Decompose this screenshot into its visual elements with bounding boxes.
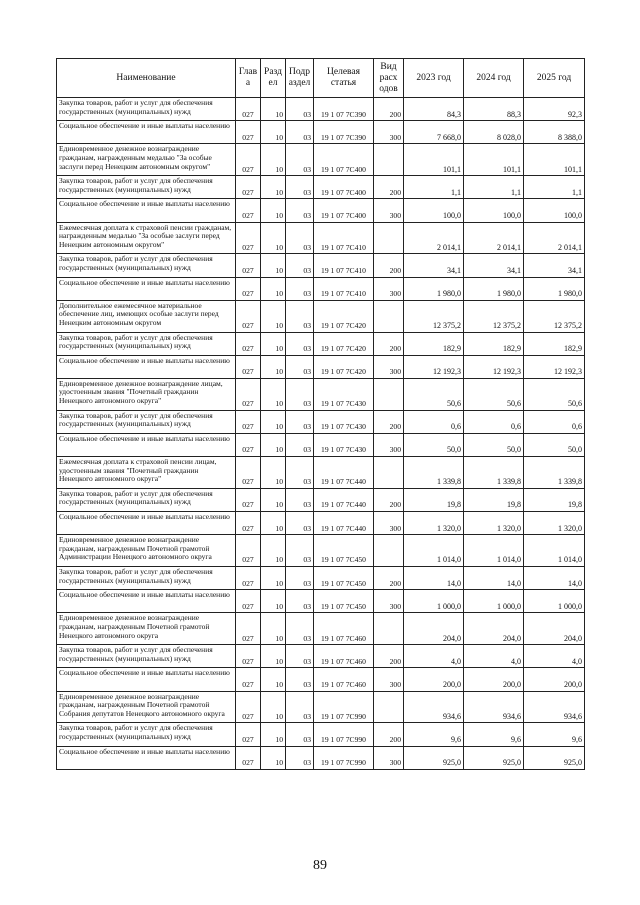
row-statya: 19 1 07 7С990 bbox=[314, 723, 374, 746]
row-name: Закупка товаров, работ и услуг для обеспечения государственных (муниципальных) нужд bbox=[57, 254, 236, 277]
row-2025: 934,6 bbox=[524, 691, 585, 723]
row-vid: 300 bbox=[374, 121, 404, 144]
row-glava: 027 bbox=[236, 410, 261, 433]
row-name: Закупка товаров, работ и услуг для обеспечения государственных (муниципальных) нужд bbox=[57, 176, 236, 199]
row-razdel: 10 bbox=[261, 691, 286, 723]
row-2024: 1 014,0 bbox=[464, 535, 524, 567]
row-razdel: 10 bbox=[261, 355, 286, 378]
row-statya: 19 1 07 7С400 bbox=[314, 199, 374, 222]
row-2024: 34,1 bbox=[464, 254, 524, 277]
row-2023: 200,0 bbox=[404, 668, 464, 691]
row-2025: 9,6 bbox=[524, 723, 585, 746]
row-2025: 19,8 bbox=[524, 488, 585, 511]
row-2024: 9,6 bbox=[464, 723, 524, 746]
row-2025: 50,0 bbox=[524, 433, 585, 456]
row-podrazdel: 03 bbox=[286, 98, 314, 121]
row-2025: 1 980,0 bbox=[524, 277, 585, 300]
row-statya: 19 1 07 7С400 bbox=[314, 176, 374, 199]
row-razdel: 10 bbox=[261, 222, 286, 254]
row-statya: 19 1 07 7С390 bbox=[314, 98, 374, 121]
table-row bbox=[57, 613, 585, 645]
row-glava: 027 bbox=[236, 121, 261, 144]
table-row bbox=[57, 535, 585, 567]
row-name: Ежемесячная доплата к страховой пенсии гражданам, награжденным медалью "За особые заслуги перед Ненецким автономным округом" bbox=[57, 222, 236, 254]
header-podrazdel: Подр аздел bbox=[286, 59, 314, 98]
row-glava: 027 bbox=[236, 746, 261, 769]
table-row bbox=[57, 277, 585, 300]
row-name: Дополнительное ежемесячное материальное обеспечение лиц, имеющих особые заслуги перед Ненецким автономным округом bbox=[57, 300, 236, 332]
row-2023: 934,6 bbox=[404, 691, 464, 723]
row-podrazdel: 03 bbox=[286, 723, 314, 746]
table-row bbox=[57, 645, 585, 668]
row-2025: 200,0 bbox=[524, 668, 585, 691]
row-razdel: 10 bbox=[261, 144, 286, 176]
row-2025: 100,0 bbox=[524, 199, 585, 222]
row-razdel: 10 bbox=[261, 645, 286, 668]
row-statya: 19 1 07 7С430 bbox=[314, 410, 374, 433]
row-glava: 027 bbox=[236, 254, 261, 277]
row-razdel: 10 bbox=[261, 277, 286, 300]
row-2024: 100,0 bbox=[464, 199, 524, 222]
row-glava: 027 bbox=[236, 300, 261, 332]
row-2024: 88,3 bbox=[464, 98, 524, 121]
row-glava: 027 bbox=[236, 199, 261, 222]
row-podrazdel: 03 bbox=[286, 222, 314, 254]
row-podrazdel: 03 bbox=[286, 567, 314, 590]
header-vid: Вид расх одов bbox=[374, 59, 404, 98]
row-razdel: 10 bbox=[261, 199, 286, 222]
row-2024: 101,1 bbox=[464, 144, 524, 176]
row-name: Закупка товаров, работ и услуг для обеспечения государственных (муниципальных) нужд bbox=[57, 488, 236, 511]
row-name: Социальное обеспечение и иные выплаты населению bbox=[57, 590, 236, 613]
row-2025: 12 375,2 bbox=[524, 300, 585, 332]
row-podrazdel: 03 bbox=[286, 378, 314, 410]
row-glava: 027 bbox=[236, 723, 261, 746]
table-row bbox=[57, 433, 585, 456]
row-razdel: 10 bbox=[261, 410, 286, 433]
table-row bbox=[57, 410, 585, 433]
row-statya: 19 1 07 7С460 bbox=[314, 668, 374, 691]
row-2025: 1 339,8 bbox=[524, 457, 585, 489]
row-2024: 8 028,0 bbox=[464, 121, 524, 144]
row-podrazdel: 03 bbox=[286, 144, 314, 176]
row-2024: 1 320,0 bbox=[464, 512, 524, 535]
table-row bbox=[57, 746, 585, 769]
row-2025: 50,6 bbox=[524, 378, 585, 410]
row-name: Социальное обеспечение и иные выплаты населению bbox=[57, 512, 236, 535]
row-podrazdel: 03 bbox=[286, 590, 314, 613]
table-row bbox=[57, 512, 585, 535]
row-razdel: 10 bbox=[261, 567, 286, 590]
row-name: Социальное обеспечение и иные выплаты населению bbox=[57, 121, 236, 144]
row-2023: 1 014,0 bbox=[404, 535, 464, 567]
row-statya: 19 1 07 7С390 bbox=[314, 121, 374, 144]
row-glava: 027 bbox=[236, 590, 261, 613]
row-name: Закупка товаров, работ и услуг для обеспечения государственных (муниципальных) нужд bbox=[57, 645, 236, 668]
row-2024: 200,0 bbox=[464, 668, 524, 691]
row-podrazdel: 03 bbox=[286, 176, 314, 199]
row-podrazdel: 03 bbox=[286, 512, 314, 535]
row-2023: 1 980,0 bbox=[404, 277, 464, 300]
row-vid bbox=[374, 613, 404, 645]
row-statya: 19 1 07 7С440 bbox=[314, 512, 374, 535]
row-razdel: 10 bbox=[261, 535, 286, 567]
row-name: Закупка товаров, работ и услуг для обеспечения государственных (муниципальных) нужд bbox=[57, 98, 236, 121]
row-razdel: 10 bbox=[261, 98, 286, 121]
row-name: Единовременное денежное вознаграждение гражданам, награжденным медалью "За особые заслуги перед Ненецким автономным округом" bbox=[57, 144, 236, 176]
table-row bbox=[57, 332, 585, 355]
row-podrazdel: 03 bbox=[286, 668, 314, 691]
row-statya: 19 1 07 7С420 bbox=[314, 332, 374, 355]
row-podrazdel: 03 bbox=[286, 410, 314, 433]
table-row bbox=[57, 355, 585, 378]
row-statya: 19 1 07 7С990 bbox=[314, 691, 374, 723]
row-2024: 204,0 bbox=[464, 613, 524, 645]
row-podrazdel: 03 bbox=[286, 332, 314, 355]
row-razdel: 10 bbox=[261, 613, 286, 645]
row-glava: 027 bbox=[236, 645, 261, 668]
row-statya: 19 1 07 7С400 bbox=[314, 144, 374, 176]
row-vid: 300 bbox=[374, 512, 404, 535]
row-2024: 2 014,1 bbox=[464, 222, 524, 254]
row-glava: 027 bbox=[236, 613, 261, 645]
row-statya: 19 1 07 7С430 bbox=[314, 433, 374, 456]
row-2024: 4,0 bbox=[464, 645, 524, 668]
table-row bbox=[57, 199, 585, 222]
row-2023: 0,6 bbox=[404, 410, 464, 433]
row-name: Социальное обеспечение и иные выплаты населению bbox=[57, 433, 236, 456]
page-number: 89 bbox=[313, 858, 327, 873]
header-2025: 2025 год bbox=[524, 59, 585, 98]
table-row bbox=[57, 222, 585, 254]
row-2024: 925,0 bbox=[464, 746, 524, 769]
row-2025: 14,0 bbox=[524, 567, 585, 590]
row-vid: 200 bbox=[374, 332, 404, 355]
row-podrazdel: 03 bbox=[286, 457, 314, 489]
row-statya: 19 1 07 7С420 bbox=[314, 300, 374, 332]
row-glava: 027 bbox=[236, 277, 261, 300]
row-vid: 300 bbox=[374, 746, 404, 769]
row-podrazdel: 03 bbox=[286, 277, 314, 300]
row-name: Закупка товаров, работ и услуг для обеспечения государственных (муниципальных) нужд bbox=[57, 567, 236, 590]
table-row bbox=[57, 378, 585, 410]
table-row bbox=[57, 176, 585, 199]
row-2023: 50,6 bbox=[404, 378, 464, 410]
row-vid: 300 bbox=[374, 668, 404, 691]
row-2023: 2 014,1 bbox=[404, 222, 464, 254]
row-2023: 204,0 bbox=[404, 613, 464, 645]
row-name: Единовременное денежное вознаграждение гражданам, награжденным Почетной грамотой Администрации Ненецкого автономного округа bbox=[57, 535, 236, 567]
row-2025: 1 014,0 bbox=[524, 535, 585, 567]
row-glava: 027 bbox=[236, 355, 261, 378]
row-glava: 027 bbox=[236, 433, 261, 456]
row-vid: 300 bbox=[374, 199, 404, 222]
row-razdel: 10 bbox=[261, 433, 286, 456]
row-2024: 12 375,2 bbox=[464, 300, 524, 332]
row-podrazdel: 03 bbox=[286, 613, 314, 645]
row-glava: 027 bbox=[236, 512, 261, 535]
row-vid bbox=[374, 222, 404, 254]
header-glava: Глав а bbox=[236, 59, 261, 98]
row-razdel: 10 bbox=[261, 668, 286, 691]
row-podrazdel: 03 bbox=[286, 691, 314, 723]
row-statya: 19 1 07 7С430 bbox=[314, 378, 374, 410]
row-statya: 19 1 07 7С460 bbox=[314, 613, 374, 645]
row-statya: 19 1 07 7С410 bbox=[314, 222, 374, 254]
row-2025: 0,6 bbox=[524, 410, 585, 433]
row-2023: 4,0 bbox=[404, 645, 464, 668]
row-razdel: 10 bbox=[261, 590, 286, 613]
row-glava: 027 bbox=[236, 332, 261, 355]
row-vid bbox=[374, 378, 404, 410]
row-2023: 12 375,2 bbox=[404, 300, 464, 332]
row-glava: 027 bbox=[236, 222, 261, 254]
row-vid: 300 bbox=[374, 433, 404, 456]
row-2024: 12 192,3 bbox=[464, 355, 524, 378]
row-razdel: 10 bbox=[261, 176, 286, 199]
row-2023: 925,0 bbox=[404, 746, 464, 769]
row-statya: 19 1 07 7С990 bbox=[314, 746, 374, 769]
header-name: Наименование bbox=[57, 59, 236, 98]
row-2023: 12 192,3 bbox=[404, 355, 464, 378]
row-glava: 027 bbox=[236, 567, 261, 590]
row-glava: 027 bbox=[236, 691, 261, 723]
row-name: Ежемесячная доплата к страховой пенсии лицам, удостоенным звания "Почетный гражданин Ненецкого автономного округа" bbox=[57, 457, 236, 489]
row-glava: 027 bbox=[236, 535, 261, 567]
row-2024: 1,1 bbox=[464, 176, 524, 199]
row-2025: 1,1 bbox=[524, 176, 585, 199]
row-2023: 1,1 bbox=[404, 176, 464, 199]
row-vid: 200 bbox=[374, 645, 404, 668]
row-name: Закупка товаров, работ и услуг для обеспечения государственных (муниципальных) нужд bbox=[57, 723, 236, 746]
row-name: Социальное обеспечение и иные выплаты населению bbox=[57, 668, 236, 691]
row-podrazdel: 03 bbox=[286, 254, 314, 277]
row-glava: 027 bbox=[236, 378, 261, 410]
row-2025: 1 000,0 bbox=[524, 590, 585, 613]
row-2024: 0,6 bbox=[464, 410, 524, 433]
row-glava: 027 bbox=[236, 176, 261, 199]
table-row bbox=[57, 567, 585, 590]
row-2023: 34,1 bbox=[404, 254, 464, 277]
row-2023: 14,0 bbox=[404, 567, 464, 590]
row-vid: 200 bbox=[374, 488, 404, 511]
row-vid: 300 bbox=[374, 590, 404, 613]
row-2024: 50,6 bbox=[464, 378, 524, 410]
row-2025: 92,3 bbox=[524, 98, 585, 121]
row-statya: 19 1 07 7С410 bbox=[314, 254, 374, 277]
row-2024: 1 339,8 bbox=[464, 457, 524, 489]
row-glava: 027 bbox=[236, 144, 261, 176]
table-row bbox=[57, 668, 585, 691]
row-statya: 19 1 07 7С410 bbox=[314, 277, 374, 300]
row-podrazdel: 03 bbox=[286, 300, 314, 332]
table-body bbox=[57, 98, 585, 770]
row-razdel: 10 bbox=[261, 254, 286, 277]
row-2024: 1 980,0 bbox=[464, 277, 524, 300]
row-name: Единовременное денежное вознаграждение гражданам, награжденным Почетной грамотой Собрания депутатов Ненецкого автономного округа bbox=[57, 691, 236, 723]
row-statya: 19 1 07 7С450 bbox=[314, 567, 374, 590]
row-podrazdel: 03 bbox=[286, 121, 314, 144]
row-podrazdel: 03 bbox=[286, 746, 314, 769]
header-2023: 2023 год bbox=[404, 59, 464, 98]
row-2025: 182,9 bbox=[524, 332, 585, 355]
row-2023: 19,8 bbox=[404, 488, 464, 511]
row-2025: 101,1 bbox=[524, 144, 585, 176]
row-razdel: 10 bbox=[261, 488, 286, 511]
row-podrazdel: 03 bbox=[286, 355, 314, 378]
row-vid bbox=[374, 457, 404, 489]
row-glava: 027 bbox=[236, 668, 261, 691]
row-name: Закупка товаров, работ и услуг для обеспечения государственных (муниципальных) нужд bbox=[57, 332, 236, 355]
budget-table bbox=[56, 58, 585, 770]
row-2023: 182,9 bbox=[404, 332, 464, 355]
row-vid: 200 bbox=[374, 723, 404, 746]
row-2025: 1 320,0 bbox=[524, 512, 585, 535]
table-row bbox=[57, 254, 585, 277]
table-row bbox=[57, 723, 585, 746]
row-podrazdel: 03 bbox=[286, 488, 314, 511]
row-glava: 027 bbox=[236, 488, 261, 511]
row-2023: 9,6 bbox=[404, 723, 464, 746]
row-razdel: 10 bbox=[261, 300, 286, 332]
table-row bbox=[57, 590, 585, 613]
row-statya: 19 1 07 7С460 bbox=[314, 645, 374, 668]
table-header-row bbox=[57, 59, 585, 98]
row-2023: 50,0 bbox=[404, 433, 464, 456]
row-2025: 2 014,1 bbox=[524, 222, 585, 254]
row-vid: 200 bbox=[374, 410, 404, 433]
row-vid bbox=[374, 144, 404, 176]
row-vid: 300 bbox=[374, 277, 404, 300]
row-name: Единовременное денежное вознаграждение гражданам, награжденным Почетной грамотой Ненецкого автономного округа bbox=[57, 613, 236, 645]
row-2023: 1 000,0 bbox=[404, 590, 464, 613]
table-row bbox=[57, 121, 585, 144]
row-2023: 100,0 bbox=[404, 199, 464, 222]
row-name: Социальное обеспечение и иные выплаты населению bbox=[57, 746, 236, 769]
row-statya: 19 1 07 7С420 bbox=[314, 355, 374, 378]
row-statya: 19 1 07 7С440 bbox=[314, 457, 374, 489]
row-vid: 200 bbox=[374, 98, 404, 121]
row-2025: 925,0 bbox=[524, 746, 585, 769]
row-glava: 027 bbox=[236, 457, 261, 489]
table-row bbox=[57, 488, 585, 511]
row-vid bbox=[374, 691, 404, 723]
row-podrazdel: 03 bbox=[286, 433, 314, 456]
row-statya: 19 1 07 7С450 bbox=[314, 590, 374, 613]
row-vid: 200 bbox=[374, 254, 404, 277]
table-row bbox=[57, 691, 585, 723]
row-name: Единовременное денежное вознаграждение лицам, удостоенным звания "Почетный гражданин Ненецкого автономного округа" bbox=[57, 378, 236, 410]
header-statya: Целевая статья bbox=[314, 59, 374, 98]
row-vid bbox=[374, 300, 404, 332]
row-razdel: 10 bbox=[261, 512, 286, 535]
row-2024: 19,8 bbox=[464, 488, 524, 511]
table-row bbox=[57, 144, 585, 176]
row-2024: 50,0 bbox=[464, 433, 524, 456]
row-razdel: 10 bbox=[261, 723, 286, 746]
row-podrazdel: 03 bbox=[286, 645, 314, 668]
row-name: Социальное обеспечение и иные выплаты населению bbox=[57, 199, 236, 222]
row-razdel: 10 bbox=[261, 378, 286, 410]
row-2024: 182,9 bbox=[464, 332, 524, 355]
row-razdel: 10 bbox=[261, 746, 286, 769]
row-2025: 8 388,0 bbox=[524, 121, 585, 144]
row-2023: 7 668,0 bbox=[404, 121, 464, 144]
row-2023: 1 320,0 bbox=[404, 512, 464, 535]
row-2024: 14,0 bbox=[464, 567, 524, 590]
row-2025: 12 192,3 bbox=[524, 355, 585, 378]
row-2025: 4,0 bbox=[524, 645, 585, 668]
row-2023: 1 339,8 bbox=[404, 457, 464, 489]
table-row bbox=[57, 98, 585, 121]
row-statya: 19 1 07 7С440 bbox=[314, 488, 374, 511]
row-razdel: 10 bbox=[261, 332, 286, 355]
header-razdel: Разд ел bbox=[261, 59, 286, 98]
table-row bbox=[57, 300, 585, 332]
row-vid: 200 bbox=[374, 567, 404, 590]
row-2023: 84,3 bbox=[404, 98, 464, 121]
row-2024: 1 000,0 bbox=[464, 590, 524, 613]
table-row bbox=[57, 457, 585, 489]
row-statya: 19 1 07 7С450 bbox=[314, 535, 374, 567]
row-vid: 200 bbox=[374, 176, 404, 199]
row-name: Закупка товаров, работ и услуг для обеспечения государственных (муниципальных) нужд bbox=[57, 410, 236, 433]
row-razdel: 10 bbox=[261, 121, 286, 144]
header-2024: 2024 год bbox=[464, 59, 524, 98]
row-vid: 300 bbox=[374, 355, 404, 378]
row-podrazdel: 03 bbox=[286, 199, 314, 222]
row-name: Социальное обеспечение и иные выплаты населению bbox=[57, 277, 236, 300]
row-2024: 934,6 bbox=[464, 691, 524, 723]
row-name: Социальное обеспечение и иные выплаты населению bbox=[57, 355, 236, 378]
row-glava: 027 bbox=[236, 98, 261, 121]
row-vid bbox=[374, 535, 404, 567]
row-2023: 101,1 bbox=[404, 144, 464, 176]
row-razdel: 10 bbox=[261, 457, 286, 489]
row-2025: 34,1 bbox=[524, 254, 585, 277]
row-podrazdel: 03 bbox=[286, 535, 314, 567]
row-2025: 204,0 bbox=[524, 613, 585, 645]
